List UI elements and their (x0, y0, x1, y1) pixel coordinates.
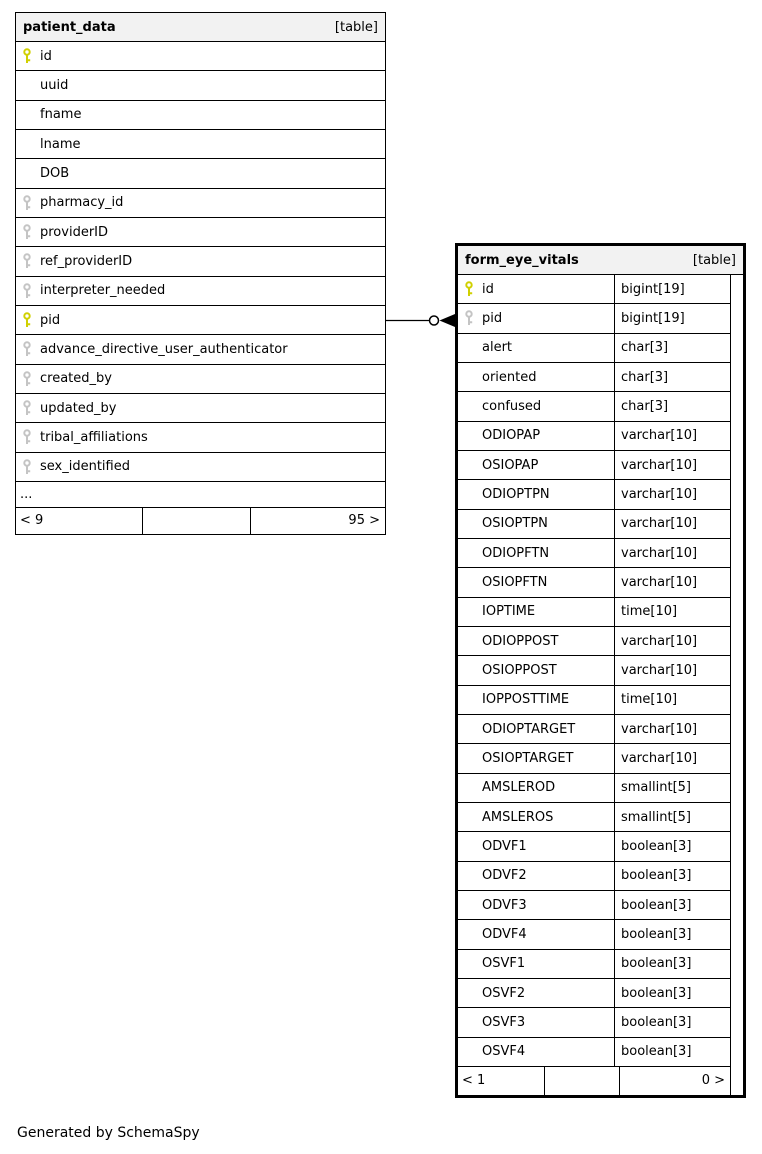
key-spacer (22, 77, 33, 93)
column-row (16, 306, 385, 335)
column-type: boolean[3] (614, 920, 730, 948)
column-name: ODIOPTPN (482, 486, 550, 502)
ellipsis-row: ... (16, 482, 385, 508)
column-type: varchar[10] (614, 480, 730, 508)
column-type: varchar[10] (614, 539, 730, 567)
column-name: OSIOPFTN (482, 574, 548, 590)
column-name: ODVF2 (482, 868, 527, 884)
column-row (16, 365, 385, 394)
key-spacer (464, 633, 475, 649)
key-spacer (464, 340, 475, 356)
column-name: sex_identified (40, 459, 130, 475)
key-spacer (464, 750, 475, 766)
index-key-icon (22, 341, 33, 357)
key-spacer (464, 457, 475, 473)
key-spacer (464, 516, 475, 532)
column-row (458, 539, 730, 568)
column-name: ODVF3 (482, 897, 527, 913)
column-row (16, 42, 385, 71)
column-row (458, 480, 730, 509)
column-type: smallint[5] (614, 803, 730, 831)
key-spacer (464, 721, 475, 737)
column-row (458, 392, 730, 421)
key-spacer (464, 897, 475, 913)
column-list (16, 42, 385, 482)
column-name: oriented (482, 369, 537, 385)
column-name: ODVF1 (482, 838, 527, 854)
column-type: smallint[5] (614, 774, 730, 802)
column-name: providerID (40, 224, 109, 240)
key-spacer (464, 780, 475, 796)
column-type: time[10] (614, 598, 730, 626)
column-row (458, 304, 730, 333)
column-type: char[3] (614, 334, 730, 362)
key-spacer (464, 868, 475, 884)
column-row (458, 1008, 730, 1037)
index-key-icon (464, 310, 475, 326)
column-row (16, 277, 385, 306)
key-spacer (464, 692, 475, 708)
column-name: interpreter_needed (40, 283, 166, 299)
key-spacer (22, 165, 33, 181)
column-name: OSIOPPOST (482, 662, 557, 678)
column-row (458, 774, 730, 803)
key-spacer (464, 838, 475, 854)
fk-indicator-column (730, 275, 743, 1095)
column-name: IOPTIME (482, 604, 536, 620)
primary-key-icon (22, 48, 33, 64)
column-name: OSIOPAP (482, 457, 539, 473)
column-row (458, 1038, 730, 1067)
column-row (458, 275, 730, 304)
index-key-icon (22, 429, 33, 445)
key-spacer (464, 985, 475, 1001)
column-row (458, 862, 730, 891)
paging-prev[interactable]: < 9 (16, 508, 143, 534)
column-name: AMSLEROS (482, 809, 554, 825)
column-name: updated_by (40, 400, 117, 416)
index-key-icon (22, 253, 33, 269)
key-spacer (464, 662, 475, 678)
paging-footer (458, 1067, 730, 1095)
primary-key-icon (22, 312, 33, 328)
column-type: varchar[10] (614, 510, 730, 538)
index-key-icon (22, 400, 33, 416)
key-spacer (464, 1044, 475, 1060)
column-row (458, 920, 730, 949)
key-spacer (464, 604, 475, 620)
column-name: AMSLEROD (482, 780, 556, 796)
cardinality-circle-icon (430, 316, 439, 325)
column-name: ODIOPAP (482, 428, 541, 444)
relationship-connector (386, 308, 456, 333)
column-type: boolean[3] (614, 1038, 730, 1066)
column-row (458, 979, 730, 1008)
column-name: ODIOPFTN (482, 545, 550, 561)
column-name: id (482, 281, 494, 297)
paging-spacer (143, 508, 251, 534)
key-spacer (464, 428, 475, 444)
column-name: ODVF4 (482, 926, 527, 942)
column-type: char[3] (614, 363, 730, 391)
column-name: pid (482, 310, 503, 326)
column-type: time[10] (614, 686, 730, 714)
column-row (458, 686, 730, 715)
column-type: boolean[3] (614, 862, 730, 890)
key-spacer (464, 369, 475, 385)
key-spacer (464, 574, 475, 590)
index-key-icon (22, 371, 33, 387)
column-row (458, 451, 730, 480)
column-type: varchar[10] (614, 451, 730, 479)
column-row (458, 363, 730, 392)
index-key-icon (22, 195, 33, 211)
column-type: boolean[3] (614, 1008, 730, 1036)
column-row (458, 950, 730, 979)
arrowhead-icon (440, 314, 456, 327)
column-row (458, 891, 730, 920)
paging-footer (16, 508, 385, 534)
key-spacer (464, 956, 475, 972)
column-name: pid (40, 312, 61, 328)
column-type: varchar[10] (614, 627, 730, 655)
column-name: advance_directive_user_authenticator (40, 341, 288, 357)
column-row (458, 715, 730, 744)
column-row (458, 656, 730, 685)
primary-key-icon (464, 281, 475, 297)
key-spacer (22, 107, 33, 123)
column-name: DOB (40, 165, 70, 181)
column-type: varchar[10] (614, 568, 730, 596)
column-row (458, 744, 730, 773)
column-name: fname (40, 107, 82, 123)
column-row (458, 832, 730, 861)
column-row (458, 510, 730, 539)
column-name: confused (482, 398, 542, 414)
column-row (16, 247, 385, 276)
column-name: OSIOPTARGET (482, 750, 574, 766)
column-name: pharmacy_id (40, 195, 124, 211)
column-name: id (40, 48, 52, 64)
column-type: varchar[10] (614, 656, 730, 684)
column-row (458, 422, 730, 451)
column-type: boolean[3] (614, 979, 730, 1007)
column-row (16, 130, 385, 159)
column-type: varchar[10] (614, 422, 730, 450)
column-row (16, 423, 385, 452)
column-name: ref_providerID (40, 253, 133, 269)
column-row (458, 803, 730, 832)
column-list (458, 275, 730, 1067)
table-name: patient_data (23, 19, 116, 35)
key-spacer (22, 136, 33, 152)
key-spacer (464, 545, 475, 561)
column-type: boolean[3] (614, 891, 730, 919)
key-spacer (464, 926, 475, 942)
table-node-form-eye-vitals[interactable] (455, 243, 746, 1098)
column-row (16, 101, 385, 130)
table-header-patient-data[interactable] (16, 13, 385, 42)
column-name: created_by (40, 371, 112, 387)
index-key-icon (22, 283, 33, 299)
table-badge: [table] (692, 252, 736, 268)
key-spacer (464, 398, 475, 414)
column-type: bigint[19] (614, 275, 730, 303)
paging-prev[interactable]: < 1 (458, 1067, 545, 1095)
column-row (458, 568, 730, 597)
table-header-form-eye-vitals[interactable] (458, 246, 743, 275)
table-name: form_eye_vitals (465, 252, 579, 268)
column-name: ODIOPPOST (482, 633, 559, 649)
column-name: lname (40, 136, 81, 152)
column-row (16, 394, 385, 423)
column-name: tribal_affiliations (40, 429, 148, 445)
column-name: alert (482, 340, 513, 356)
column-name: OSVF2 (482, 985, 526, 1001)
column-name: OSIOPTPN (482, 516, 548, 532)
column-type: bigint[19] (614, 304, 730, 332)
key-spacer (464, 1014, 475, 1030)
column-row (16, 453, 385, 482)
column-row (458, 334, 730, 363)
column-name: OSVF1 (482, 956, 526, 972)
column-type: char[3] (614, 392, 730, 420)
column-name: uuid (40, 77, 69, 93)
column-row (16, 335, 385, 364)
column-name: OSVF4 (482, 1044, 526, 1060)
paging-spacer (545, 1067, 620, 1095)
column-row (16, 189, 385, 218)
column-type: boolean[3] (614, 832, 730, 860)
key-spacer (464, 809, 475, 825)
paging-next[interactable]: 95 > (348, 513, 380, 529)
column-type: varchar[10] (614, 715, 730, 743)
column-name: OSVF3 (482, 1014, 526, 1030)
column-row (16, 159, 385, 188)
column-row (16, 218, 385, 247)
column-row (16, 71, 385, 100)
column-row (458, 598, 730, 627)
column-name: ODIOPTARGET (482, 721, 576, 737)
generated-by-credit: Generated by SchemaSpy (17, 1125, 200, 1141)
index-key-icon (22, 224, 33, 240)
column-row (458, 627, 730, 656)
table-badge: [table] (334, 19, 378, 35)
column-type: varchar[10] (614, 744, 730, 772)
column-name: IOPPOSTTIME (482, 692, 570, 708)
column-type: boolean[3] (614, 950, 730, 978)
key-spacer (464, 486, 475, 502)
index-key-icon (22, 459, 33, 475)
table-node-patient-data[interactable] (15, 12, 386, 535)
paging-next[interactable]: 0 > (701, 1073, 725, 1089)
